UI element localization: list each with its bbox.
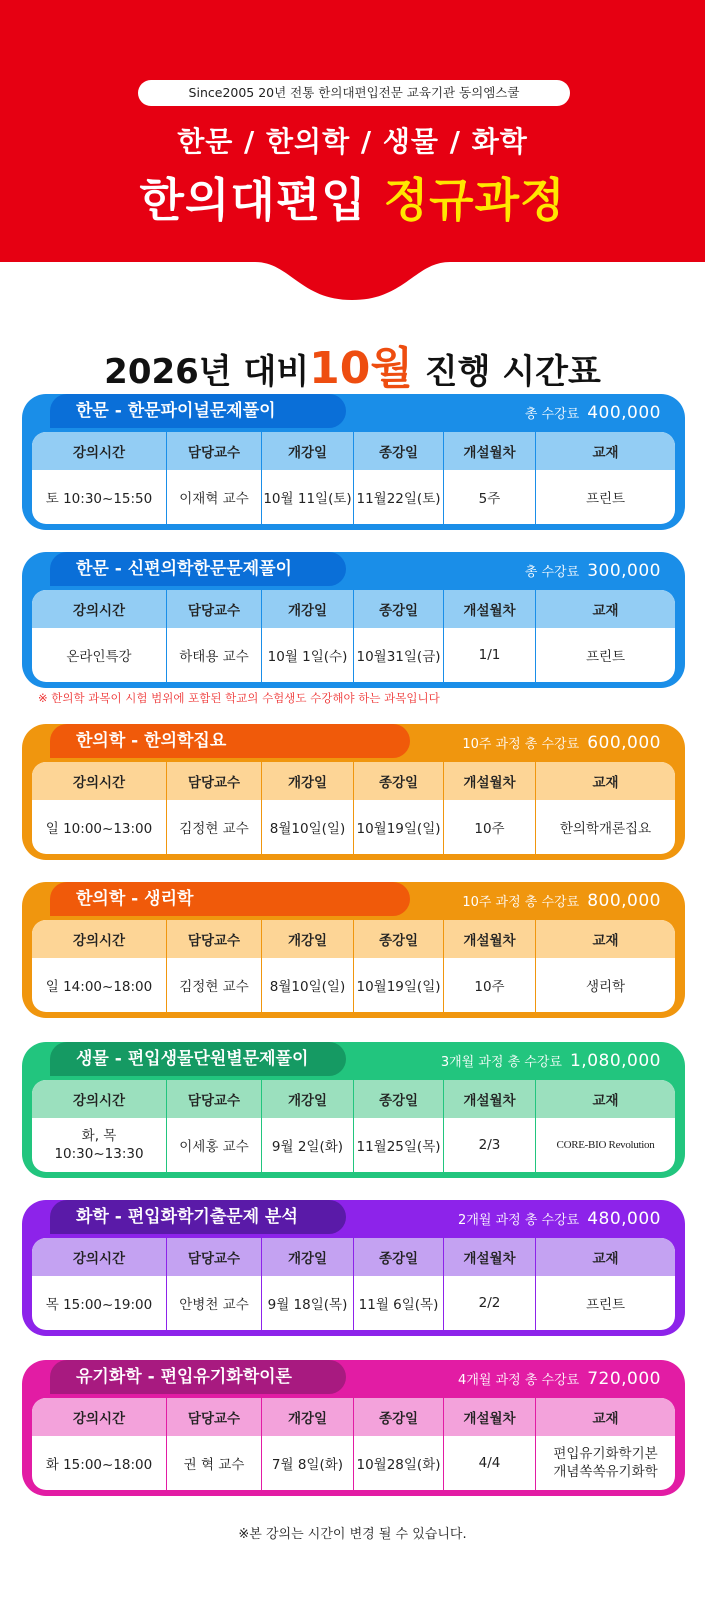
table-header-cell: 개강일 [261,762,353,800]
table-header-cell: 개설월차 [443,1238,535,1276]
table-cell: 10월19일(일) [353,800,443,854]
table-header-cell: 담당교수 [166,762,261,800]
table-row [32,1118,675,1172]
course-block [22,394,685,530]
table-cell: 10월 11일(토) [261,470,353,524]
course-fee [441,1046,661,1078]
table-header-cell: 교재 [535,590,675,628]
table-header-row [32,1398,675,1436]
schedule-table [32,762,675,854]
table-cell: 1/1 [443,628,535,682]
table-header-cell: 종강일 [353,432,443,470]
table-cell: 10월31일(금) [353,628,443,682]
table-cell: 김정현 교수 [166,958,261,1012]
table-header-cell: 개강일 [261,590,353,628]
fee-label: 10주 과정 총 수강료 [462,737,580,752]
course-title: 화학 - 편입화학기출문제 분석 [50,1200,346,1234]
table-header-cell: 교재 [535,1080,675,1118]
table-cell: 생리학 [535,958,675,1012]
table-cell: 안병천 교수 [166,1276,261,1330]
table-cell: 이세홍 교수 [166,1118,261,1172]
hanmun-note: ※ 한의학 과목이 시험 범위에 포함된 학교의 수험생도 수강해야 하는 과목입니다 [38,691,440,705]
table-header-cell: 강의시간 [72,1251,126,1267]
table-header-row [32,1080,675,1118]
table-row [32,628,675,682]
table-header-cell: 담당교수 [166,432,261,470]
table-cell: 일 14:00~18:00 [45,979,153,995]
fee-label: 총 수강료 [524,565,580,580]
table-cell: 목 15:00~19:00 [45,1297,153,1313]
table-header-cell: 담당교수 [166,1080,261,1118]
table-cell: 일 10:00~13:00 [45,821,153,837]
course-block [22,552,685,688]
table-cell: 11월22일(토) [353,470,443,524]
fee-label: 10주 과정 총 수강료 [462,895,580,910]
table-cell: 화, 목 10:30~13:30 [54,1128,144,1162]
course-title: 한의학 - 한의학집요 [50,724,410,758]
table-header-cell: 개설월차 [443,590,535,628]
table-cell: 9월 18일(목) [261,1276,353,1330]
schedule-table [32,590,675,682]
table-header-cell: 담당교수 [166,1398,261,1436]
fee-amount: 1,080,000 [569,1051,661,1071]
table-cell: 10주 [443,958,535,1012]
table-cell: 토 10:30~15:50 [45,491,153,507]
table-header-cell: 종강일 [353,1080,443,1118]
fee-amount: 720,000 [587,1369,661,1389]
table-cell: CORE-BIO Revolution [535,1118,675,1172]
schedule-title-suffix: 진행 시간표 [412,352,601,392]
course-fee [458,1204,661,1236]
table-cell: 10월28일(화) [353,1436,443,1490]
course-fee [458,1364,661,1396]
table-header-cell: 담당교수 [166,920,261,958]
table-cell: 2/2 [443,1276,535,1330]
table-cell: 4/4 [443,1436,535,1490]
fee-amount: 480,000 [587,1209,661,1229]
table-cell: 프린트 [535,1276,675,1330]
table-header-cell: 종강일 [353,590,443,628]
table-row [32,958,675,1012]
table-cell: 프린트 [535,628,675,682]
table-header-cell: 강의시간 [72,603,126,619]
schedule-title-highlight: 10월 [309,343,413,394]
hero-banner [0,0,705,310]
table-header-cell: 강의시간 [72,1093,126,1109]
table-cell: 10월19일(일) [353,958,443,1012]
course-fee [462,728,661,760]
table-cell: 8월10일(일) [261,958,353,1012]
course-block [22,882,685,1018]
table-cell: 한의학개론집요 [535,800,675,854]
course-title: 한문 - 신편의학한문문제풀이 [50,552,346,586]
table-header-cell: 강의시간 [72,445,126,461]
table-header-cell: 종강일 [353,762,443,800]
fee-amount: 800,000 [587,891,661,911]
table-header-cell: 개설월차 [443,1080,535,1118]
schedule-table [32,432,675,524]
table-row [32,1436,675,1490]
table-header-cell: 강의시간 [72,775,126,791]
schedule-title-prefix: 2026년 대비 [104,352,310,392]
table-cell: 8월10일(일) [261,800,353,854]
table-header-cell: 교재 [535,762,675,800]
table-header-row [32,590,675,628]
table-header-cell: 강의시간 [72,933,126,949]
schedule-table [32,1398,675,1490]
table-header-cell: 개강일 [261,432,353,470]
schedule-table [32,1238,675,1330]
table-header-cell: 개강일 [261,1080,353,1118]
table-cell: 프린트 [535,470,675,524]
table-header-cell: 교재 [535,1238,675,1276]
table-cell: 편입유기화학기본 개념쏙쏙유기화학 [535,1436,675,1490]
table-cell: 화 15:00~18:00 [45,1457,153,1473]
fee-amount: 400,000 [587,403,661,423]
course-block [22,1042,685,1178]
table-header-cell: 교재 [535,920,675,958]
table-header-cell: 개강일 [261,920,353,958]
course-title: 생물 - 편입생물단원별문제풀이 [50,1042,346,1076]
subjects-line: 한문 / 한의학 / 생물 / 화학 [177,125,528,158]
table-row [32,470,675,524]
schedule-title [0,332,705,396]
table-header-cell: 담당교수 [166,1238,261,1276]
fee-amount: 600,000 [587,733,661,753]
table-cell: 5주 [443,470,535,524]
schedule-table [32,920,675,1012]
table-row [32,1276,675,1330]
table-header-cell: 교재 [535,1398,675,1436]
table-cell: 이재혁 교수 [166,470,261,524]
table-cell: 10월 1일(수) [261,628,353,682]
course-title: 유기화학 - 편입유기화학이론 [50,1360,346,1394]
table-header-cell: 종강일 [353,1398,443,1436]
table-header-row [32,920,675,958]
fee-amount: 300,000 [587,561,661,581]
course-block [22,1200,685,1336]
table-header-row [32,1238,675,1276]
table-header-row [32,432,675,470]
table-cell: 11월 6일(목) [353,1276,443,1330]
table-header-cell: 개강일 [261,1398,353,1436]
table-header-cell: 개강일 [261,1238,353,1276]
main-title-text: 한의대편입 [139,173,384,227]
table-row [32,800,675,854]
table-header-cell: 강의시간 [72,1411,126,1427]
course-fee [525,398,661,430]
table-header-cell: 담당교수 [166,590,261,628]
main-title [0,164,705,230]
table-header-cell: 개설월차 [443,432,535,470]
table-header-cell: 개설월차 [443,1398,535,1436]
table-header-cell: 개설월차 [443,762,535,800]
fee-label: 4개월 과정 총 수강료 [458,1373,580,1388]
table-cell: 2/3 [443,1118,535,1172]
course-fee [525,556,661,588]
fee-label: 3개월 과정 총 수강료 [440,1055,562,1070]
fee-label: 총 수강료 [524,407,580,422]
table-cell: 7월 8일(화) [261,1436,353,1490]
table-header-cell: 종강일 [353,1238,443,1276]
table-header-cell: 개설월차 [443,920,535,958]
course-block [22,724,685,860]
course-title: 한문 - 한문파이널문제풀이 [50,394,346,428]
footer-note: ※본 강의는 시간이 변경 될 수 있습니다. [238,1527,467,1542]
table-cell: 9월 2일(화) [261,1118,353,1172]
table-header-row [32,762,675,800]
table-cell: 김정현 교수 [166,800,261,854]
table-cell: 11월25일(목) [353,1118,443,1172]
since-badge: Since2005 20년 전통 한의대편입전문 교육기관 동의엠스쿨 [138,80,570,106]
table-header-cell: 교재 [535,432,675,470]
table-cell: 온라인특강 [66,649,132,665]
course-block [22,1360,685,1496]
table-cell: 권 혁 교수 [166,1436,261,1490]
table-cell: 10주 [443,800,535,854]
course-fee [462,886,661,918]
main-title-accent: 정규과정 [383,173,566,227]
course-title: 한의학 - 생리학 [50,882,410,916]
table-cell: 하태용 교수 [166,628,261,682]
table-header-cell: 종강일 [353,920,443,958]
fee-label: 2개월 과정 총 수강료 [458,1213,580,1228]
schedule-table [32,1080,675,1172]
